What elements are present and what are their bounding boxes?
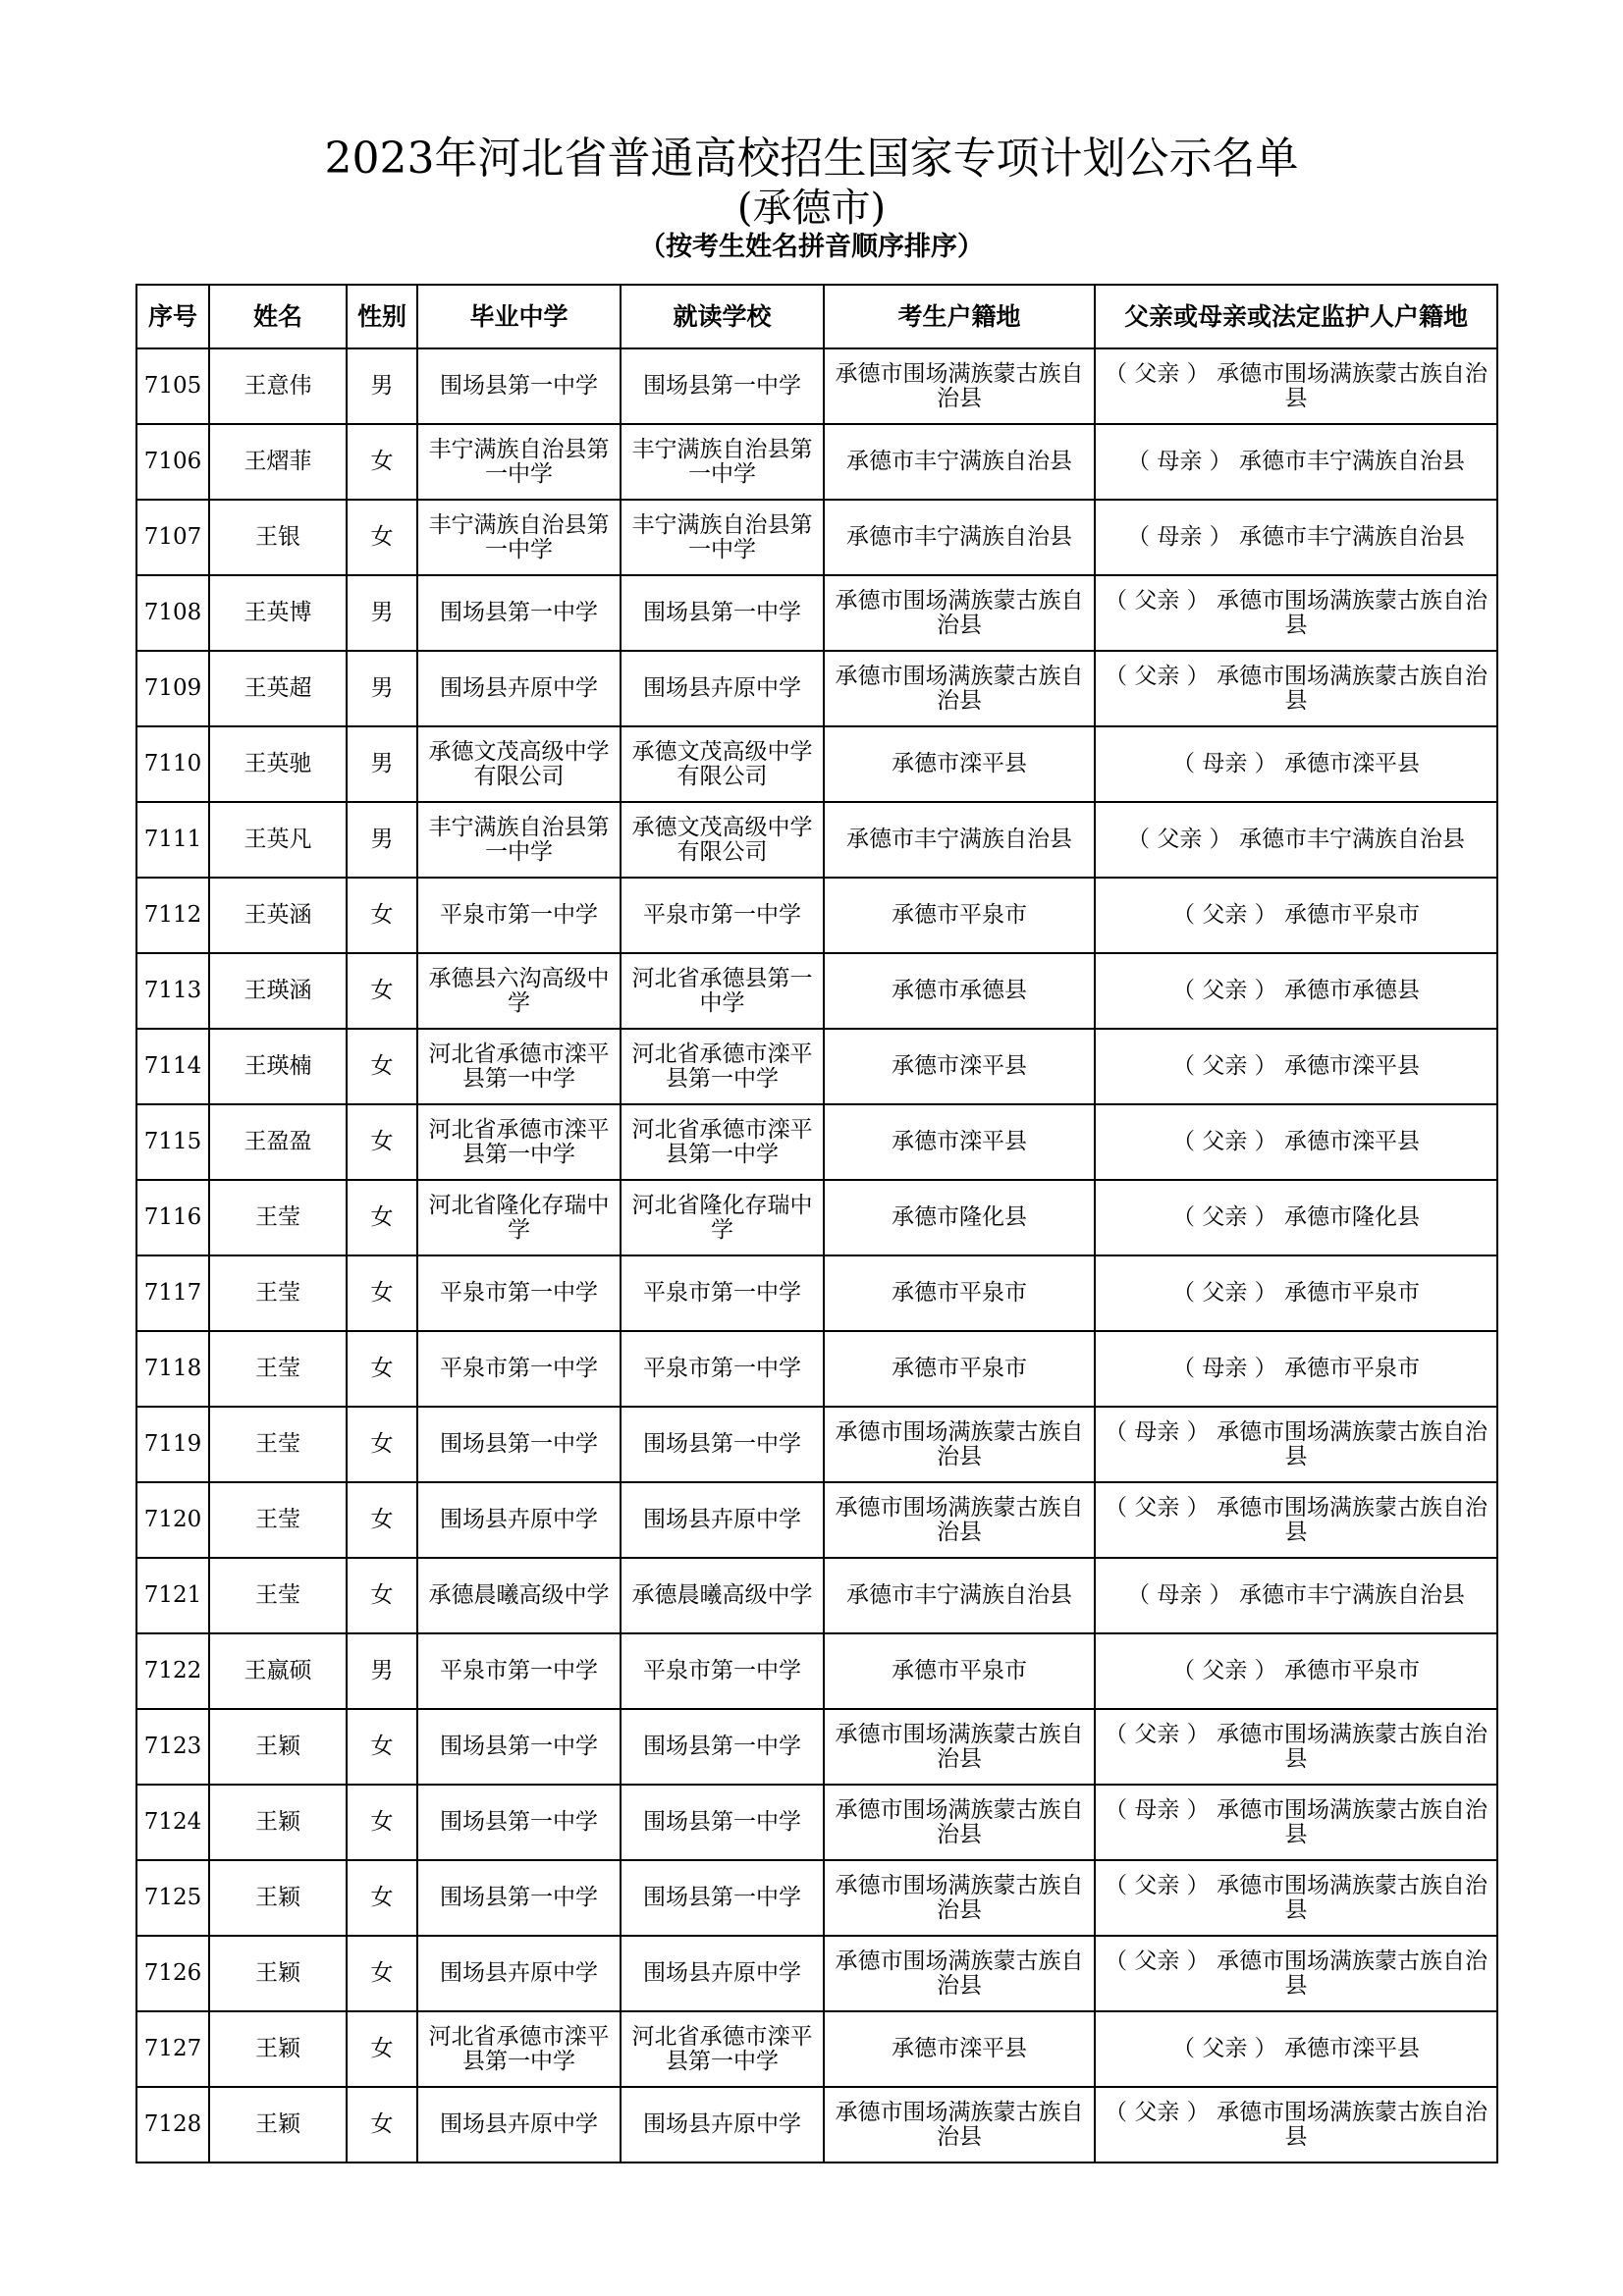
cell-col-index: 7105 <box>136 348 209 424</box>
cell-col-guardian-household: （ 父亲 ） 承德市平泉市 <box>1095 1255 1497 1331</box>
cell-col-household: 承德市围场满族蒙古族自治县 <box>824 2087 1095 2163</box>
cell-col-index: 7117 <box>136 1255 209 1331</box>
cell-col-name: 王颖 <box>209 2011 347 2087</box>
cell-col-current-school: 河北省隆化存瑞中学 <box>621 1180 824 1255</box>
table-row <box>136 1029 1497 1104</box>
cell-col-gender: 女 <box>347 1785 417 1860</box>
cell-col-household: 承德市隆化县 <box>824 1180 1095 1255</box>
cell-col-current-school: 丰宁满族自治县第一中学 <box>621 500 824 575</box>
header-col-gender: 性别 <box>347 285 417 348</box>
cell-col-current-school: 丰宁满族自治县第一中学 <box>621 424 824 500</box>
cell-col-gender: 男 <box>347 651 417 726</box>
header-col-household: 考生户籍地 <box>824 285 1095 348</box>
cell-col-household: 承德市平泉市 <box>824 1255 1095 1331</box>
cell-col-current-school: 平泉市第一中学 <box>621 878 824 953</box>
cell-col-household: 承德市承德县 <box>824 953 1095 1029</box>
cell-col-graduate-school: 丰宁满族自治县第一中学 <box>417 424 621 500</box>
cell-col-name: 王颖 <box>209 1709 347 1785</box>
cell-col-gender: 女 <box>347 1029 417 1104</box>
cell-col-guardian-household: （ 父亲 ） 承德市围场满族蒙古族自治县 <box>1095 651 1497 726</box>
cell-col-current-school: 围场县第一中学 <box>621 1709 824 1785</box>
cell-col-graduate-school: 河北省承德市滦平县第一中学 <box>417 2011 621 2087</box>
cell-col-household: 承德市丰宁满族自治县 <box>824 500 1095 575</box>
cell-col-guardian-household: （ 父亲 ） 承德市滦平县 <box>1095 1104 1497 1180</box>
cell-col-graduate-school: 围场县卉原中学 <box>417 651 621 726</box>
cell-col-guardian-household: （ 父亲 ） 承德市滦平县 <box>1095 1029 1497 1104</box>
cell-col-current-school: 围场县第一中学 <box>621 1407 824 1482</box>
cell-col-guardian-household: （ 父亲 ） 承德市承德县 <box>1095 953 1497 1029</box>
cell-col-guardian-household: （ 父亲 ） 承德市围场满族蒙古族自治县 <box>1095 348 1497 424</box>
cell-col-current-school: 河北省承德市滦平县第一中学 <box>621 1029 824 1104</box>
table-row <box>136 1482 1497 1558</box>
cell-col-guardian-household: （ 母亲 ） 承德市滦平县 <box>1095 726 1497 802</box>
cell-col-gender: 女 <box>347 424 417 500</box>
table-row <box>136 1558 1497 1633</box>
cell-col-household: 承德市平泉市 <box>824 1633 1095 1709</box>
page-subtitle: (承德市) <box>736 186 887 231</box>
cell-col-graduate-school: 平泉市第一中学 <box>417 1633 621 1709</box>
table-row <box>136 348 1497 424</box>
cell-col-index: 7116 <box>136 1180 209 1255</box>
table-row <box>136 1104 1497 1180</box>
table-row <box>136 802 1497 878</box>
cell-col-household: 承德市丰宁满族自治县 <box>824 802 1095 878</box>
cell-col-gender: 女 <box>347 1558 417 1633</box>
cell-col-gender: 女 <box>347 2011 417 2087</box>
sort-note: （按考生姓名拼音顺序排序） <box>639 232 984 262</box>
cell-col-gender: 男 <box>347 802 417 878</box>
cell-col-household: 承德市围场满族蒙古族自治县 <box>824 1482 1095 1558</box>
cell-col-index: 7120 <box>136 1482 209 1558</box>
cell-col-graduate-school: 围场县卉原中学 <box>417 1482 621 1558</box>
cell-col-current-school: 承德文茂高级中学有限公司 <box>621 726 824 802</box>
header-col-index: 序号 <box>136 285 209 348</box>
table-row <box>136 651 1497 726</box>
cell-col-name: 王颖 <box>209 1785 347 1860</box>
cell-col-index: 7106 <box>136 424 209 500</box>
cell-col-index: 7114 <box>136 1029 209 1104</box>
cell-col-gender: 女 <box>347 1180 417 1255</box>
cell-col-household: 承德市滦平县 <box>824 1104 1095 1180</box>
cell-col-graduate-school: 河北省隆化存瑞中学 <box>417 1180 621 1255</box>
cell-col-current-school: 围场县卉原中学 <box>621 651 824 726</box>
cell-col-graduate-school: 围场县第一中学 <box>417 575 621 651</box>
cell-col-guardian-household: （ 母亲 ） 承德市丰宁满族自治县 <box>1095 500 1497 575</box>
cell-col-name: 王颖 <box>209 2087 347 2163</box>
cell-col-graduate-school: 围场县第一中学 <box>417 1785 621 1860</box>
cell-col-index: 7115 <box>136 1104 209 1180</box>
cell-col-gender: 女 <box>347 2087 417 2163</box>
cell-col-gender: 女 <box>347 1482 417 1558</box>
cell-col-gender: 男 <box>347 348 417 424</box>
cell-col-graduate-school: 平泉市第一中学 <box>417 1331 621 1407</box>
cell-col-current-school: 承德文茂高级中学有限公司 <box>621 802 824 878</box>
cell-col-household: 承德市围场满族蒙古族自治县 <box>824 1936 1095 2011</box>
cell-col-name: 王颖 <box>209 1860 347 1936</box>
cell-col-index: 7107 <box>136 500 209 575</box>
cell-col-graduate-school: 承德晨曦高级中学 <box>417 1558 621 1633</box>
cell-col-current-school: 河北省承德县第一中学 <box>621 953 824 1029</box>
cell-col-name: 王颖 <box>209 1936 347 2011</box>
table-row <box>136 500 1497 575</box>
cell-col-graduate-school: 河北省承德市滦平县第一中学 <box>417 1104 621 1180</box>
cell-col-index: 7118 <box>136 1331 209 1407</box>
cell-col-gender: 女 <box>347 1104 417 1180</box>
table-row <box>136 1255 1497 1331</box>
cell-col-gender: 女 <box>347 1860 417 1936</box>
cell-col-gender: 男 <box>347 726 417 802</box>
cell-col-guardian-household: （ 父亲 ） 承德市隆化县 <box>1095 1180 1497 1255</box>
cell-col-name: 王莹 <box>209 1407 347 1482</box>
cell-col-gender: 女 <box>347 1407 417 1482</box>
table-row <box>136 424 1497 500</box>
cell-col-current-school: 围场县卉原中学 <box>621 1482 824 1558</box>
cell-col-name: 王莹 <box>209 1255 347 1331</box>
cell-col-current-school: 围场县第一中学 <box>621 348 824 424</box>
cell-col-index: 7110 <box>136 726 209 802</box>
cell-col-name: 王英博 <box>209 575 347 651</box>
cell-col-household: 承德市围场满族蒙古族自治县 <box>824 1785 1095 1860</box>
table-header-row <box>136 285 1497 348</box>
cell-col-guardian-household: （ 父亲 ） 承德市滦平县 <box>1095 2011 1497 2087</box>
cell-col-name: 王英凡 <box>209 802 347 878</box>
cell-col-graduate-school: 承德县六沟高级中学 <box>417 953 621 1029</box>
cell-col-guardian-household: （ 母亲 ） 承德市平泉市 <box>1095 1331 1497 1407</box>
cell-col-household: 承德市围场满族蒙古族自治县 <box>824 1860 1095 1936</box>
table-row <box>136 1860 1497 1936</box>
cell-col-name: 王英超 <box>209 651 347 726</box>
cell-col-household: 承德市围场满族蒙古族自治县 <box>824 348 1095 424</box>
cell-col-current-school: 围场县卉原中学 <box>621 2087 824 2163</box>
cell-col-index: 7108 <box>136 575 209 651</box>
cell-col-index: 7109 <box>136 651 209 726</box>
cell-col-index: 7119 <box>136 1407 209 1482</box>
cell-col-gender: 女 <box>347 878 417 953</box>
cell-col-household: 承德市围场满族蒙古族自治县 <box>824 575 1095 651</box>
cell-col-index: 7121 <box>136 1558 209 1633</box>
cell-col-current-school: 围场县第一中学 <box>621 1860 824 1936</box>
cell-col-current-school: 河北省承德市滦平县第一中学 <box>621 2011 824 2087</box>
cell-col-household: 承德市围场满族蒙古族自治县 <box>824 1709 1095 1785</box>
header-col-name: 姓名 <box>209 285 347 348</box>
cell-col-index: 7124 <box>136 1785 209 1860</box>
cell-col-graduate-school: 平泉市第一中学 <box>417 1255 621 1331</box>
cell-col-current-school: 平泉市第一中学 <box>621 1255 824 1331</box>
table-row <box>136 2011 1497 2087</box>
cell-col-guardian-household: （ 母亲 ） 承德市丰宁满族自治县 <box>1095 424 1497 500</box>
cell-col-name: 王莹 <box>209 1180 347 1255</box>
cell-col-gender: 女 <box>347 500 417 575</box>
header-col-guardian-household: 父亲或母亲或法定监护人户籍地 <box>1095 285 1497 348</box>
cell-col-current-school: 河北省承德市滦平县第一中学 <box>621 1104 824 1180</box>
cell-col-current-school: 平泉市第一中学 <box>621 1633 824 1709</box>
cell-col-household: 承德市滦平县 <box>824 726 1095 802</box>
cell-col-guardian-household: （ 母亲 ） 承德市丰宁满族自治县 <box>1095 1558 1497 1633</box>
cell-col-current-school: 围场县第一中学 <box>621 575 824 651</box>
table-row <box>136 1331 1497 1407</box>
table-row <box>136 2087 1497 2163</box>
cell-col-current-school: 承德晨曦高级中学 <box>621 1558 824 1633</box>
cell-col-household: 承德市滦平县 <box>824 1029 1095 1104</box>
cell-col-name: 王莹 <box>209 1331 347 1407</box>
cell-col-graduate-school: 围场县第一中学 <box>417 348 621 424</box>
cell-col-guardian-household: （ 父亲 ） 承德市围场满族蒙古族自治县 <box>1095 1860 1497 1936</box>
cell-col-household: 承德市围场满族蒙古族自治县 <box>824 651 1095 726</box>
cell-col-guardian-household: （ 父亲 ） 承德市平泉市 <box>1095 1633 1497 1709</box>
header-col-graduate-school: 毕业中学 <box>417 285 621 348</box>
cell-col-guardian-household: （ 父亲 ） 承德市围场满族蒙古族自治县 <box>1095 1936 1497 2011</box>
cell-col-household: 承德市平泉市 <box>824 1331 1095 1407</box>
cell-col-graduate-school: 丰宁满族自治县第一中学 <box>417 802 621 878</box>
cell-col-name: 王英涵 <box>209 878 347 953</box>
cell-col-index: 7113 <box>136 953 209 1029</box>
cell-col-guardian-household: （ 父亲 ） 承德市平泉市 <box>1095 878 1497 953</box>
roster-table <box>135 284 1498 2163</box>
table-row <box>136 1180 1497 1255</box>
table-row <box>136 953 1497 1029</box>
cell-col-gender: 女 <box>347 1331 417 1407</box>
cell-col-guardian-household: （ 父亲 ） 承德市围场满族蒙古族自治县 <box>1095 1482 1497 1558</box>
cell-col-graduate-school: 河北省承德市滦平县第一中学 <box>417 1029 621 1104</box>
cell-col-household: 承德市围场满族蒙古族自治县 <box>824 1407 1095 1482</box>
cell-col-name: 王英驰 <box>209 726 347 802</box>
table-body <box>136 348 1497 2163</box>
cell-col-household: 承德市丰宁满族自治县 <box>824 1558 1095 1633</box>
cell-col-gender: 男 <box>347 575 417 651</box>
cell-col-name: 王瑛楠 <box>209 1029 347 1104</box>
cell-col-guardian-household: （ 父亲 ） 承德市围场满族蒙古族自治县 <box>1095 575 1497 651</box>
cell-col-guardian-household: （ 母亲 ） 承德市围场满族蒙古族自治县 <box>1095 1407 1497 1482</box>
cell-col-graduate-school: 丰宁满族自治县第一中学 <box>417 500 621 575</box>
page-title: 2023年河北省普通高校招生国家专项计划公示名单 <box>324 133 1299 184</box>
cell-col-guardian-household: （ 父亲 ） 承德市丰宁满族自治县 <box>1095 802 1497 878</box>
cell-col-name: 王熠菲 <box>209 424 347 500</box>
cell-col-graduate-school: 承德文茂高级中学有限公司 <box>417 726 621 802</box>
cell-col-household: 承德市平泉市 <box>824 878 1095 953</box>
cell-col-index: 7128 <box>136 2087 209 2163</box>
table-row <box>136 1936 1497 2011</box>
cell-col-household: 承德市滦平县 <box>824 2011 1095 2087</box>
cell-col-graduate-school: 平泉市第一中学 <box>417 878 621 953</box>
cell-col-gender: 女 <box>347 1936 417 2011</box>
cell-col-name: 王瑛涵 <box>209 953 347 1029</box>
cell-col-name: 王银 <box>209 500 347 575</box>
cell-col-gender: 女 <box>347 1255 417 1331</box>
cell-col-index: 7123 <box>136 1709 209 1785</box>
table-row <box>136 1407 1497 1482</box>
cell-col-name: 王盈盈 <box>209 1104 347 1180</box>
cell-col-current-school: 平泉市第一中学 <box>621 1331 824 1407</box>
cell-col-gender: 女 <box>347 953 417 1029</box>
table-row <box>136 878 1497 953</box>
cell-col-name: 王莹 <box>209 1482 347 1558</box>
cell-col-index: 7122 <box>136 1633 209 1709</box>
cell-col-graduate-school: 围场县第一中学 <box>417 1407 621 1482</box>
table-row <box>136 726 1497 802</box>
table-row <box>136 1785 1497 1860</box>
cell-col-index: 7126 <box>136 1936 209 2011</box>
cell-col-guardian-household: （ 父亲 ） 承德市围场满族蒙古族自治县 <box>1095 2087 1497 2163</box>
table-row <box>136 1633 1497 1709</box>
cell-col-current-school: 围场县卉原中学 <box>621 1936 824 2011</box>
header-col-current-school: 就读学校 <box>621 285 824 348</box>
cell-col-current-school: 围场县第一中学 <box>621 1785 824 1860</box>
cell-col-graduate-school: 围场县卉原中学 <box>417 1936 621 2011</box>
cell-col-index: 7112 <box>136 878 209 953</box>
cell-col-index: 7111 <box>136 802 209 878</box>
cell-col-name: 王莹 <box>209 1558 347 1633</box>
cell-col-guardian-household: （ 母亲 ） 承德市围场满族蒙古族自治县 <box>1095 1785 1497 1860</box>
cell-col-gender: 男 <box>347 1633 417 1709</box>
cell-col-guardian-household: （ 父亲 ） 承德市围场满族蒙古族自治县 <box>1095 1709 1497 1785</box>
table-row <box>136 1709 1497 1785</box>
cell-col-graduate-school: 围场县卉原中学 <box>417 2087 621 2163</box>
cell-col-index: 7127 <box>136 2011 209 2087</box>
cell-col-gender: 女 <box>347 1709 417 1785</box>
cell-col-index: 7125 <box>136 1860 209 1936</box>
cell-col-graduate-school: 围场县第一中学 <box>417 1860 621 1936</box>
cell-col-name: 王嬴硕 <box>209 1633 347 1709</box>
table-row <box>136 575 1497 651</box>
cell-col-household: 承德市丰宁满族自治县 <box>824 424 1095 500</box>
cell-col-name: 王意伟 <box>209 348 347 424</box>
cell-col-graduate-school: 围场县第一中学 <box>417 1709 621 1785</box>
